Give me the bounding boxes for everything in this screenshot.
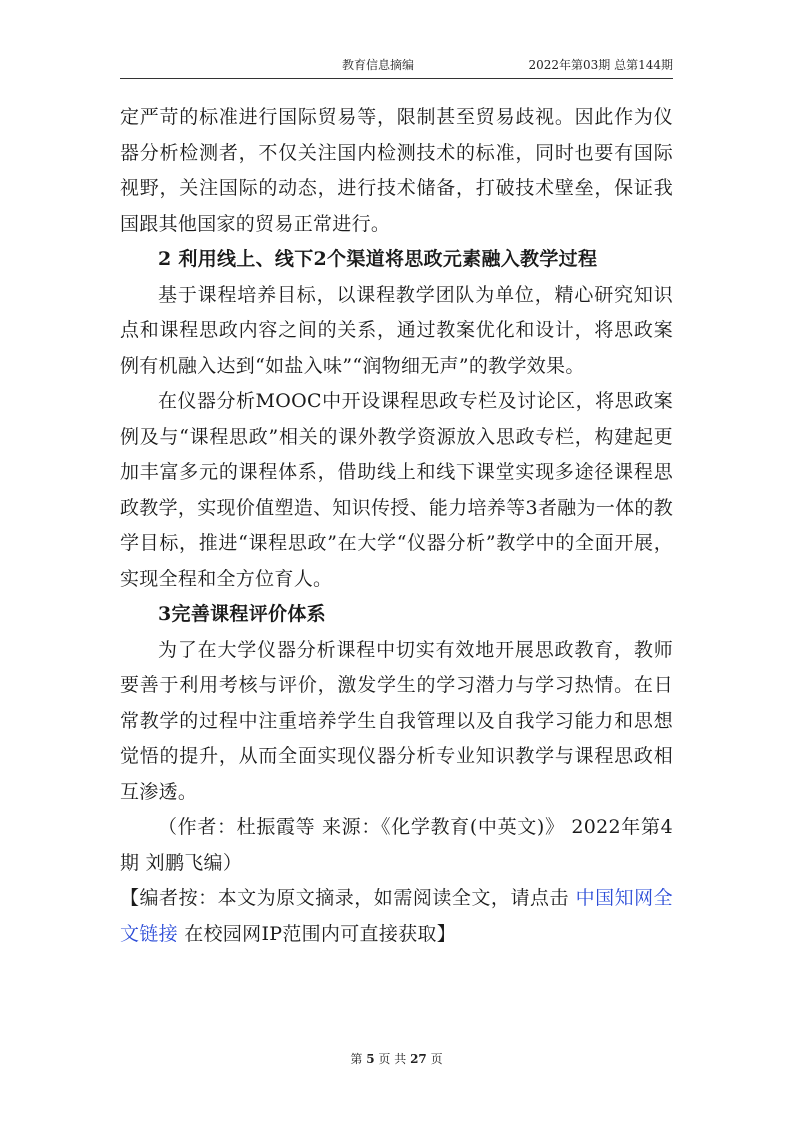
cnki-fulltext-link[interactable]: 中国知网全文链接	[120, 887, 673, 945]
section-heading-2: 2 利用线上、线下2个渠道将思政元素融入教学过程	[158, 248, 598, 270]
page-header	[120, 52, 673, 79]
total-page-count: 27	[410, 1052, 427, 1066]
editor-note-prefix: 【编者按：本文为原文摘录，如需阅读全文，请点击	[120, 887, 576, 909]
paragraph-continued: 定严苛的标准进行国际贸易等，限制甚至贸易歧视。因此作为仪器分析检测者，不仅关注国内检测技术的标准，同时也要有国际视野，关注国际的动态，进行技术储备，打破技术壁垒，保证我国跟其他国家的贸易正常进行。	[120, 106, 673, 235]
footer-suffix: 页	[430, 1052, 443, 1066]
section-heading-3: 3完善课程评价体系	[158, 603, 326, 625]
source-attribution: （作者：杜振霞等 来源：《化学教育(中英文)》 2022年第4期 刘鹏飞编）	[120, 816, 673, 874]
footer-middle: 页 共	[378, 1052, 407, 1066]
page-footer	[0, 1050, 793, 1067]
paragraph: 为了在大学仪器分析课程中切实有效地开展思政教育，教师要善于利用考核与评价，激发学生的学习潜力与学习热情。在日常教学的过程中注重培养学生自我管理以及自我学习能力和思想觉悟的提升，从而全面实现仪器分析专业知识教学与课程思政相互渗透。	[120, 638, 673, 803]
paragraph: 在仪器分析MOOC中开设课程思政专栏及讨论区，将思政案例及与“课程思政”相关的课外教学资源放入思政专栏，构建起更加丰富多元的课程体系，借助线上和线下课堂实现多途径课程思政教学，实现价值塑造、知识传授、能力培养等3者融为一体的教学目标，推进“课程思政”在大学“仪器分析”教学中的全面开展，实现全程和全方位育人。	[120, 390, 673, 590]
current-page-number: 5	[366, 1052, 375, 1066]
journal-name: 教育信息摘编	[342, 58, 415, 72]
editor-note	[120, 881, 673, 952]
paragraph: 基于课程培养目标，以课程教学团队为单位，精心研究知识点和课程思政内容之间的关系，通过教案优化和设计，将思政案例有机融入达到“如盐入味”“润物细无声”的教学效果。	[120, 283, 673, 377]
article-body	[120, 100, 673, 952]
issue-info: 2022年第03期 总第144期	[528, 58, 673, 72]
editor-note-suffix: 在校园网IP范围内可直接获取】	[177, 922, 457, 945]
footer-prefix: 第	[350, 1052, 363, 1066]
